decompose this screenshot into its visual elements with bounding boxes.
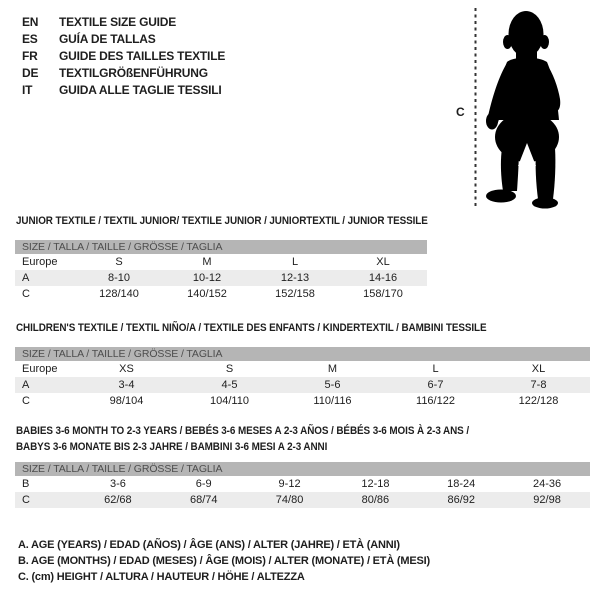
age-cell: 9-12 bbox=[278, 478, 301, 490]
height-cell: 110/116 bbox=[313, 395, 352, 407]
language-code: ES bbox=[22, 31, 38, 46]
age-cell: 3-6 bbox=[109, 478, 126, 490]
footnote-height: C. (cm) HEIGHT / ALTURA / HAUTEUR / HÖHE / ALTEZZA bbox=[18, 571, 305, 583]
age-cell: 12-13 bbox=[280, 272, 310, 284]
table-header: SIZE / TALLA / TAILLE / GRÖSSE / TAGLIA bbox=[15, 347, 590, 361]
size-cell: XL bbox=[531, 363, 546, 375]
age-cell: 12-18 bbox=[361, 478, 390, 490]
language-code: FR bbox=[22, 48, 38, 63]
height-cell: 140/152 bbox=[187, 288, 227, 300]
height-cell: 92/98 bbox=[533, 494, 561, 506]
footnote-age-months: B. AGE (MONTHS) / EDAD (MESES) / ÂGE (MOIS) / ALTER (MONATE) / ETÀ (MESI) bbox=[18, 555, 430, 567]
language-label: GUÍA DE TALLAS bbox=[59, 31, 156, 46]
height-marker-label: C bbox=[456, 105, 465, 119]
section-title-children: CHILDREN'S TEXTILE / TEXTIL NIÑO/A / TEXTILE DES ENFANTS / KINDERTEXTIL / BAMBINI TESSILE bbox=[16, 322, 487, 334]
section-title-junior: JUNIOR TEXTILE / TEXTIL JUNIOR/ TEXTILE JUNIOR / JUNIORTEXTIL / JUNIOR TESSILE bbox=[16, 215, 428, 227]
row-label: A bbox=[22, 379, 30, 391]
table-row-height bbox=[15, 492, 590, 508]
height-cell: 98/104 bbox=[109, 395, 144, 407]
language-item-it bbox=[22, 81, 225, 98]
height-cell: 116/122 bbox=[416, 395, 455, 407]
language-code: IT bbox=[22, 82, 33, 97]
table-row-age bbox=[15, 377, 590, 393]
age-cell: 3-4 bbox=[118, 379, 135, 391]
size-cell: M bbox=[327, 363, 338, 375]
table-header: SIZE / TALLA / TAILLE / GRÖSSE / TAGLIA bbox=[15, 240, 427, 254]
language-item-en bbox=[22, 13, 225, 30]
age-cell: 18-24 bbox=[447, 478, 476, 490]
footnote-age-years: A. AGE (YEARS) / EDAD (AÑOS) / ÂGE (ANS) / ALTER (JAHRE) / ETÀ (ANNI) bbox=[18, 539, 400, 551]
row-label: C bbox=[22, 494, 30, 506]
size-cell: S bbox=[225, 363, 234, 375]
language-label: TEXTILE SIZE GUIDE bbox=[59, 14, 177, 29]
row-label: C bbox=[22, 395, 30, 407]
table-row-height bbox=[15, 393, 590, 409]
baby-silhouette bbox=[470, 0, 600, 215]
row-label: Europe bbox=[22, 363, 58, 375]
size-cell: XL bbox=[376, 256, 390, 268]
language-code: EN bbox=[22, 14, 39, 29]
language-label: GUIDA ALLE TAGLIE TESSILI bbox=[59, 82, 222, 97]
language-list bbox=[22, 13, 225, 98]
age-cell: 6-9 bbox=[195, 478, 212, 490]
section-title-babies bbox=[16, 423, 469, 455]
language-code: DE bbox=[22, 65, 39, 80]
junior-size-table bbox=[15, 240, 427, 302]
section-title-line: BABIES 3-6 MONTH TO 2-3 YEARS / BEBÉS 3-6 MESES A 2-3 AÑOS / BÉBÉS 3-6 MOIS À 2-3 ANS / bbox=[16, 425, 469, 437]
size-cell: S bbox=[115, 256, 123, 268]
height-cell: 158/170 bbox=[363, 288, 403, 300]
age-cell: 7-8 bbox=[530, 379, 547, 391]
height-cell: 62/68 bbox=[104, 494, 132, 506]
height-cell: 80/86 bbox=[361, 494, 390, 506]
height-cell: 122/128 bbox=[518, 395, 559, 407]
language-label: TEXTILGRÖßENFÜHRUNG bbox=[59, 65, 208, 80]
row-label: C bbox=[22, 288, 30, 300]
size-cell: M bbox=[202, 256, 212, 268]
size-cell: L bbox=[432, 363, 439, 375]
table-header: SIZE / TALLA / TAILLE / GRÖSSE / TAGLIA bbox=[15, 462, 590, 476]
footnotes bbox=[18, 537, 430, 585]
height-cell: 86/92 bbox=[447, 494, 475, 506]
language-item-de bbox=[22, 64, 225, 81]
age-cell: 8-10 bbox=[107, 272, 131, 284]
row-label: A bbox=[22, 272, 30, 284]
age-cell: 5-6 bbox=[324, 379, 341, 391]
age-cell: 6-7 bbox=[427, 379, 444, 391]
children-size-table bbox=[15, 347, 590, 409]
baby-shape bbox=[486, 11, 560, 209]
age-cell: 4-5 bbox=[221, 379, 238, 391]
table-row-age-months bbox=[15, 476, 590, 492]
language-item-es bbox=[22, 30, 225, 47]
language-item-fr bbox=[22, 47, 225, 64]
size-cell: XS bbox=[119, 363, 134, 375]
height-cell: 68/74 bbox=[189, 494, 218, 506]
height-cell: 152/158 bbox=[275, 288, 315, 300]
age-cell: 10-12 bbox=[192, 272, 222, 284]
age-cell: 24-36 bbox=[532, 478, 562, 490]
table-row-europe bbox=[15, 361, 590, 377]
table-row-europe bbox=[15, 254, 427, 270]
language-label: GUIDE DES TAILLES TEXTILE bbox=[59, 48, 226, 63]
section-title-line: BABYS 3-6 MONATE BIS 2-3 JAHRE / BAMBINI 3-6 MESI A 2-3 ANNI bbox=[16, 441, 328, 453]
height-cell: 128/140 bbox=[99, 288, 139, 300]
size-cell: L bbox=[291, 256, 299, 268]
age-cell: 14-16 bbox=[368, 272, 398, 284]
table-row-age bbox=[15, 270, 427, 286]
table-row-height bbox=[15, 286, 427, 302]
row-label: B bbox=[22, 478, 30, 490]
row-label: Europe bbox=[22, 256, 58, 268]
height-cell: 74/80 bbox=[275, 494, 304, 506]
height-cell: 104/110 bbox=[210, 395, 249, 407]
babies-size-table bbox=[15, 462, 590, 508]
